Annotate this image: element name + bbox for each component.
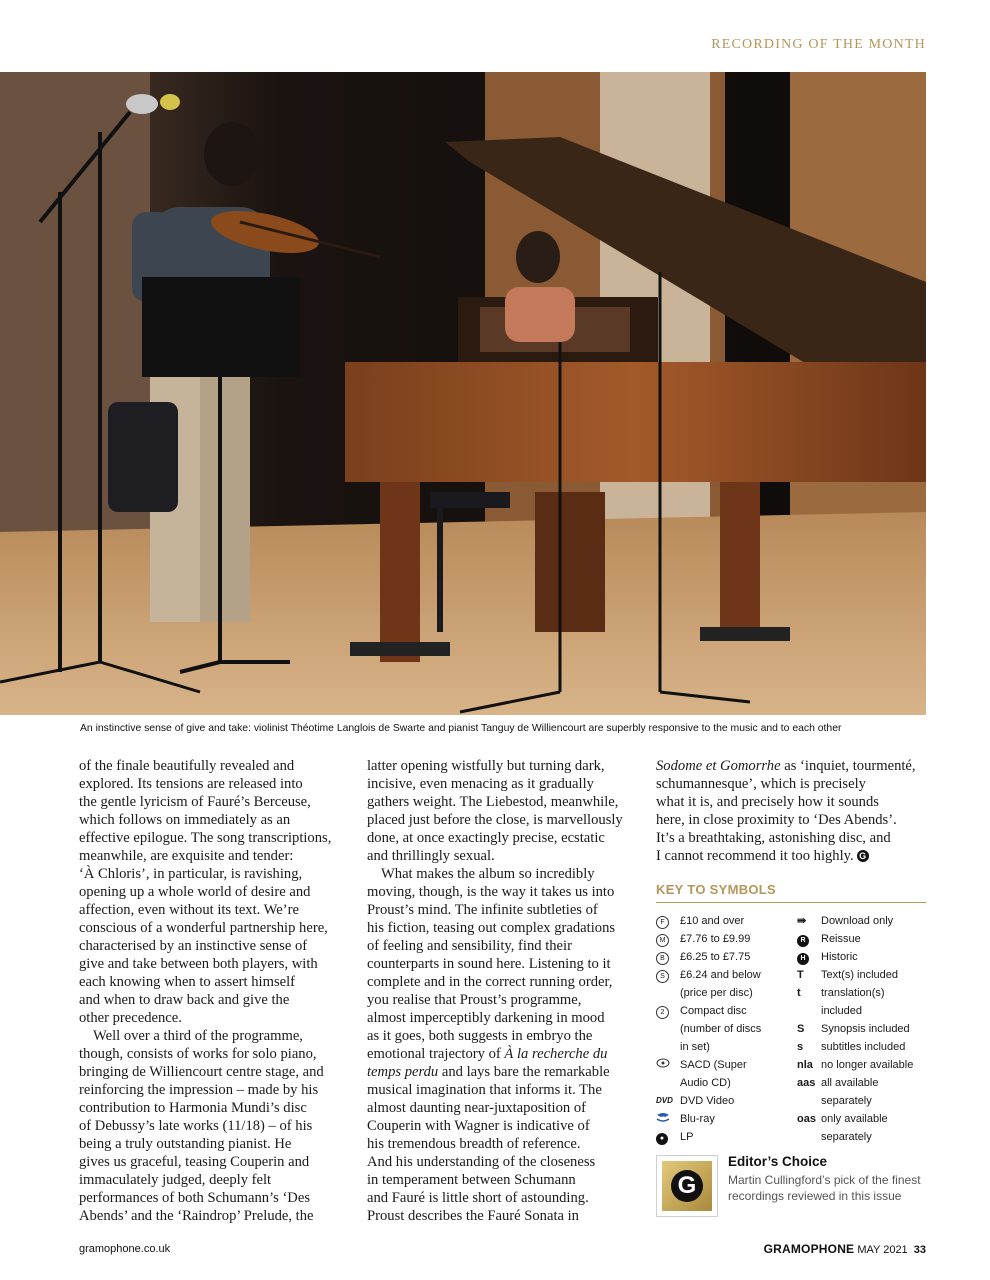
compact-disc-icon: 2 [656, 1002, 680, 1020]
text-line: the gentle lyricism of Fauré’s Berceuse, [79, 794, 311, 810]
text-line: other precedence. [79, 1010, 182, 1026]
key-label: £6.25 to £7.75 [680, 951, 751, 963]
key-label: subtitles included [821, 1041, 906, 1053]
text-included-icon: T [797, 969, 804, 981]
key-row [797, 966, 929, 984]
text-line: here, in close proximity to ‘Des Abends’. [656, 812, 897, 828]
text-line: conscious of a wonderful partnership here, [79, 920, 328, 936]
key-label: LP [680, 1131, 694, 1143]
price-s-icon: S [656, 966, 680, 984]
editors-choice-description: Martin Cullingford’s pick of the finest recordings reviewed in this issue [728, 1173, 921, 1203]
text-line: which follows on immediately as an [79, 812, 291, 828]
key-row [797, 912, 929, 930]
key-list-right [797, 912, 929, 1146]
text-line: latter opening wistfully but turning dark, [367, 758, 605, 774]
key-row [656, 948, 790, 966]
key-label: Synopsis included [821, 1023, 910, 1035]
key-list-left [656, 912, 790, 1146]
text-line: moving, though, is the way it takes us into [367, 884, 615, 900]
text-line: reinforcing the impression – made by his [79, 1082, 319, 1098]
text-line: what it is, and precisely how it sounds [656, 794, 879, 810]
gramophone-g-icon: G [671, 1170, 703, 1202]
text-fragment: emotional trajectory of [367, 1046, 501, 1062]
text-fragment: as ‘inquiet, tourmenté, [784, 758, 916, 774]
editors-choice-badge-background [662, 1161, 712, 1211]
nla-icon: nla [797, 1059, 813, 1071]
key-label: (price per disc) [680, 987, 753, 999]
key-row [797, 1038, 929, 1056]
key-label: Reissue [821, 933, 861, 945]
reissue-icon: R [797, 930, 821, 948]
price-f-icon: F [656, 912, 680, 930]
key-label: separately [821, 1131, 872, 1143]
text-line: What makes the album so incredibly [381, 866, 595, 882]
text-line: in temperament between Schumann [367, 1172, 576, 1188]
synopsis-icon: S [797, 1023, 805, 1035]
key-label: in set) [680, 1041, 710, 1053]
text-line: Couperin with Wagner is indicative of [367, 1118, 590, 1134]
text-line: gathers weight. The Liebestod, meanwhile, [367, 794, 619, 810]
text-line: explored. Its tensions are released into [79, 776, 303, 792]
text-line: his tremendous breadth of reference. [367, 1136, 581, 1152]
blank-symbol [797, 1002, 821, 1020]
text-line: performances of both Schumann’s ‘Des [79, 1190, 311, 1206]
footer-issue: MAY 2021 [857, 1244, 908, 1256]
oas-icon: oas [797, 1113, 816, 1125]
book-title: À la recherche du [504, 1046, 608, 1062]
text-line: counterparts in sound here. Listening to it [367, 956, 611, 972]
key-row [656, 1128, 790, 1146]
key-label: £7.76 to £9.99 [680, 933, 751, 945]
key-row [656, 984, 790, 1002]
text-line: opening up a whole world of desire and [79, 884, 311, 900]
price-b-icon: B [656, 948, 680, 966]
blank-symbol [797, 1092, 821, 1110]
key-label: Compact disc [680, 1005, 747, 1017]
photo-caption: An instinctive sense of give and take: violinist Théotime Langlois de Swarte and pianist Tanguy de Williencourt are superbly responsive to the music and to each other [80, 723, 842, 734]
text-line [367, 1045, 639, 1063]
key-row [656, 1002, 790, 1020]
blank-symbol [656, 984, 680, 1002]
blank-symbol [656, 1020, 680, 1038]
text-line: effective epilogue. The song transcriptions, [79, 830, 332, 846]
key-row [656, 1020, 790, 1038]
key-divider [656, 902, 926, 903]
text-line: you realise that Proust’s programme, [367, 992, 582, 1008]
key-row [656, 1110, 790, 1128]
key-label: Blu-ray [680, 1113, 715, 1125]
key-label: included [821, 1005, 862, 1017]
key-label: DVD Video [680, 1095, 735, 1107]
text-line: musical imagination that informs it. The [367, 1082, 602, 1098]
text-line: as it goes, both suggests in embryo the [367, 1028, 593, 1044]
text-line: complete and in the correct running order, [367, 974, 613, 990]
key-row [656, 1056, 790, 1074]
text-line [656, 847, 928, 865]
key-row [797, 1002, 929, 1020]
text-line: Proust’s mind. The infinite subtleties of [367, 902, 598, 918]
book-title: Sodome et Gomorrhe [656, 758, 781, 774]
key-label: Audio CD) [680, 1077, 731, 1089]
key-label: only available [821, 1113, 888, 1125]
key-row [656, 1092, 790, 1110]
key-row [656, 930, 790, 948]
key-row [656, 1038, 790, 1056]
historic-icon: H [797, 948, 821, 966]
key-row [797, 1128, 929, 1146]
book-title: temps perdu [367, 1064, 439, 1080]
text-line: schumannesque’, which is precisely [656, 776, 866, 792]
text-line: each knowing when to assert himself [79, 974, 296, 990]
text-line: Well over a third of the programme, [93, 1028, 303, 1044]
key-to-symbols-title: KEY TO SYMBOLS [656, 882, 777, 897]
text-line: of feeling and sensibility, find their [367, 938, 572, 954]
key-label: (number of discs [680, 1023, 762, 1035]
text-line: placed just before the close, is marvellously [367, 812, 623, 828]
key-row [797, 1074, 929, 1092]
editors-choice-badge [656, 1155, 718, 1217]
text-line: his fiction, teasing out complex gradations [367, 920, 616, 936]
key-row [797, 948, 929, 966]
key-row [656, 1074, 790, 1092]
blank-symbol [797, 1128, 821, 1146]
text-line: Proust describes the Fauré Sonata in [367, 1208, 579, 1224]
text-line: though, consists of works for solo piano, [79, 1046, 317, 1062]
photo-illustration [0, 72, 926, 715]
article-column-2 [367, 757, 639, 1225]
key-label: Historic [821, 951, 858, 963]
article-column-3 [656, 757, 928, 865]
text-fragment: and lays bare the remarkable [441, 1064, 610, 1080]
text-line: And his understanding of the closeness [367, 1154, 596, 1170]
text-line: of Debussy’s late works (11/18) – of his [79, 1118, 313, 1134]
text-line: almost imperceptibly darkening in mood [367, 1010, 605, 1026]
text-line: done, at once exactingly precise, ecstatic [367, 830, 605, 846]
subtitles-icon: s [797, 1041, 804, 1053]
blank-symbol [656, 1074, 680, 1092]
key-label: all available [821, 1077, 879, 1089]
text-line: affection, even without its text. We’re [79, 902, 299, 918]
section-label: RECORDING OF THE MONTH [711, 37, 926, 52]
lp-icon: ● [656, 1128, 680, 1146]
text-line: characterised by an instinctive sense of [79, 938, 308, 954]
aas-icon: aas [797, 1077, 816, 1089]
footer-website: gramophone.co.uk [79, 1243, 171, 1255]
key-row [656, 912, 790, 930]
key-row [797, 1020, 929, 1038]
sacd-icon [656, 1056, 680, 1074]
key-label: £10 and over [680, 915, 745, 927]
key-label: £6.24 and below [680, 969, 761, 981]
key-row [797, 930, 929, 948]
text-line: and thrillingly sexual. [367, 848, 495, 864]
price-m-icon: M [656, 930, 680, 948]
text-line [367, 1063, 639, 1081]
text-line: contribution to Harmonia Mundi’s disc [79, 1100, 307, 1116]
key-row [656, 966, 790, 984]
text-line: Abends’ and the ‘Raindrop’ Prelude, the [79, 1208, 314, 1224]
text-line: and Fauré is little short of astounding. [367, 1190, 589, 1206]
text-line: and when to draw back and give the [79, 992, 290, 1008]
dvd-icon: DVD [656, 1096, 673, 1105]
text-line: ‘À Chloris’, in particular, is ravishing, [79, 866, 303, 882]
translation-icon: t [797, 987, 801, 999]
page-number: 33 [913, 1244, 926, 1256]
text-line: It’s a breathtaking, astonishing disc, and [656, 830, 891, 846]
editors-choice-title: Editor’s Choice [728, 1154, 828, 1169]
key-label: Text(s) included [821, 969, 899, 981]
text-line: gives us graceful, teasing Couperin and [79, 1154, 310, 1170]
key-label: no longer available [821, 1059, 914, 1071]
text-line: almost daunting near-juxtaposition of [367, 1100, 586, 1116]
key-row [797, 984, 929, 1002]
key-row [797, 1056, 929, 1074]
text-line: immaculately judged, deeply felt [79, 1172, 272, 1188]
blank-symbol [656, 1038, 680, 1056]
key-row [797, 1110, 929, 1128]
text-line: give and take between both players, with [79, 956, 318, 972]
gramophone-end-icon: G [857, 850, 869, 862]
text-line: of the finale beautifully revealed and [79, 758, 295, 774]
key-label: separately [821, 1095, 872, 1107]
text-line [656, 757, 928, 775]
footer-brand: GRAMOPHONE [763, 1242, 855, 1256]
text-line: bringing de Williencourt centre stage, and [79, 1064, 324, 1080]
text-line: being a truly outstanding pianist. He [79, 1136, 292, 1152]
download-icon: ⇛ [797, 915, 807, 927]
text-line: incisive, even menacing as it gradually [367, 776, 594, 792]
article-column-1 [79, 757, 351, 1225]
key-label: translation(s) [821, 987, 885, 999]
concert-photo [0, 72, 926, 715]
key-label: SACD (Super [680, 1059, 747, 1071]
text-line: meanwhile, are exquisite and tender: [79, 848, 294, 864]
bluray-icon [656, 1110, 680, 1128]
key-label: Download only [821, 915, 894, 927]
key-row [797, 1092, 929, 1110]
footer-issue-info [764, 1242, 926, 1256]
text-fragment: I cannot recommend it too highly. [656, 848, 854, 864]
